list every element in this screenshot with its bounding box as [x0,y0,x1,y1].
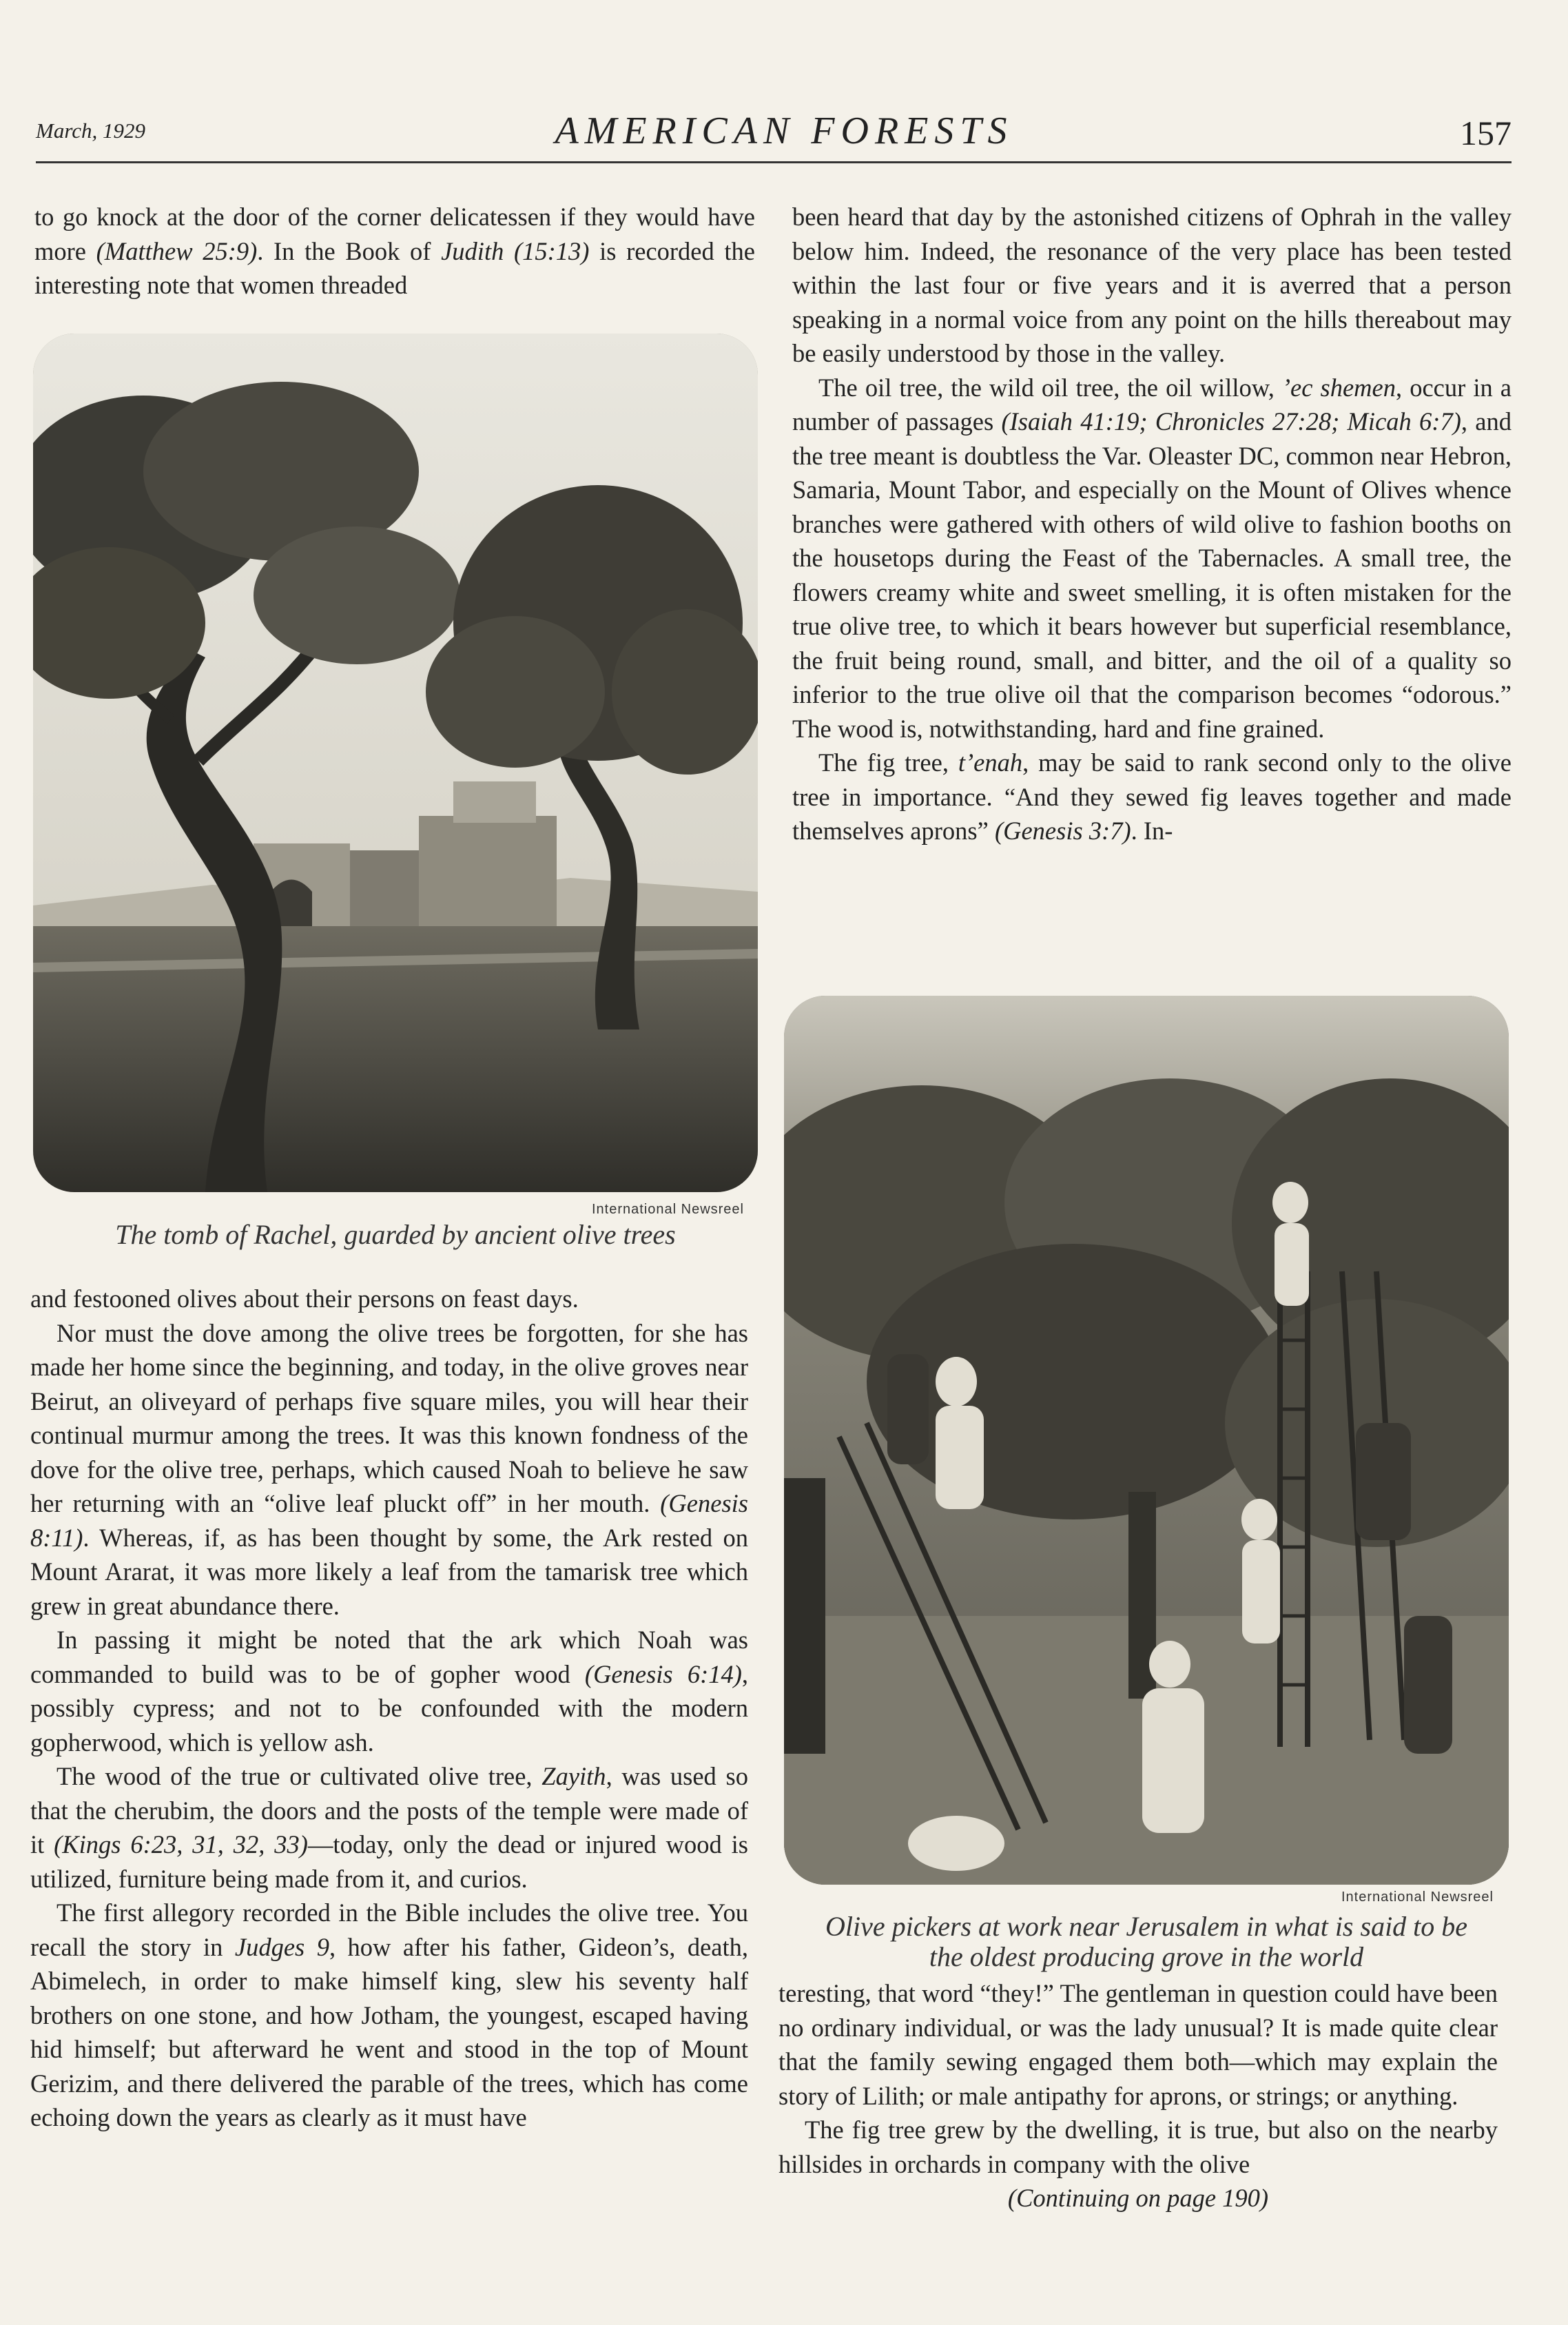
paragraph: The wood of the true or cultivated olive tree, Zayith, was used so that the cherubim, the doors and the posts of the temple were made of it (Kings 6:23, 31, 32, 33)—today, only the dead or injured wood is utilized, furniture being made from it, and curios. [30,1762,748,1893]
paragraph: teresting, that word “they!” The gentleman in question could have been no ordinary individual, or was the lady unusual? It is made quite clear that the family sewing engaged them both—which may explain the story of Lilith; or male antipathy for aprons, or strings; or anything. [778,1979,1498,2110]
page-number: 157 [1460,114,1512,152]
photo-olive-pickers [784,996,1509,1885]
paragraph: The fig tree grew by the dwelling, it is true, but also on the nearby hillsides in orchards in company with the olive [778,2116,1498,2178]
paragraph: to go knock at the door of the corner delicatessen if they would have more (Matthew 25:9). In the Book of Judith (15:13) is recorded the interesting note that women threaded [34,203,755,299]
photo-caption: The tomb of Rachel, guarded by ancient olive trees [115,1219,676,1250]
left-column-top [34,200,755,303]
left-column-bottom [30,1282,748,2135]
paragraph: and festooned olives about their persons on feast days. [30,1284,579,1313]
paragraph: been heard that day by the astonished citizens of Ophrah in the valley below him. Indeed, the resonance of the very place has been tested within the last four or five years and it is averred that a person speaking in a normal voice from any point on the hills thereabout may be easily understood by those in the valley. [792,203,1512,367]
paragraph: The fig tree, t’enah, may be said to rank second only to the olive tree in importance. “And they sewed fig leaves together and made themselves aprons” (Genesis 3:7). In- [792,748,1512,845]
continuation-note: (Continuing on page 190) [1007,2184,1269,2212]
header-rule [36,161,1512,163]
photo-credit: International Newsreel [592,1202,744,1217]
paragraph: In passing it might be noted that the ark which Noah was commanded to build was to be of gopher wood (Genesis 6:14), possibly cypress; and not to be confounded with the modern gopherwood, which is yellow ash. [30,1626,749,1756]
photo-credit: International Newsreel [1341,1889,1494,1905]
photo-caption-line: the oldest producing grove in the world [929,1941,1364,1972]
right-column-bottom [778,1976,1498,2215]
paragraph: The oil tree, the wild oil tree, the oil willow, ’ec shemen, occur in a number of passages (Isaiah 41:19; Chronicles 27:28; Micah 6:7), and the tree meant is doubtless the Var. Oleaster DC, common near Hebron, Samaria, Mount Tabor, and especially on the Mount of Olives whence branches were gathered with others of wild olive to fashion booths on the housetops during the Feast of the Tabernacles. A small tree, the flowers creamy white and sweet smelling, it is often mistaken for the true olive tree, to which it bears however but superficial resemblance, the fruit being round, small, and bitter, and the oil of a quality so inferior to the true olive oil that the comparison becomes “odorous.” The wood is, notwithstanding, hard and fine grained. [792,373,1512,743]
photo-tomb-of-rachel [33,334,758,1192]
paragraph: Nor must the dove among the olive trees be forgotten, for she has made her home since the beginning, and today, in the olive groves near Beirut, an oliveyard of perhaps five square miles, you will hear their continual murmur among the trees. It was this known fondness of the dove for the olive tree, perhaps, which caused Noah to believe he saw her returning with an “olive leaf pluckt off” in her mouth. (Genesis 8:11). Whereas, if, as has been thought by some, the Ark rested on Mount Ararat, it was more likely a leaf from the tamarisk tree which grew in great abundance there. [30,1318,748,1620]
photo-tomb-of-rachel-image [33,334,758,1192]
paragraph: The first allegory recorded in the Bible includes the olive tree. You recall the story in Judges 9, how after his father, Gideon’s, death, Abimelech, in order to make himself king, slew his seventy half brothers on one stone, and how Jotham, the youngest, escaped having hid himself; but afterward he went and stood in the top of Mount Gerizim, and there delivered the parable of the trees, which has come echoing down the years as clearly as it must have [30,1898,748,2131]
magazine-title: AMERICAN FORESTS [555,110,1013,152]
issue-date: March, 1929 [36,119,145,143]
photo-olive-pickers-image [784,996,1509,1885]
photo-caption [784,1912,1509,1972]
photo-caption-line: Olive pickers at work near Jerusalem in what is said to be [825,1911,1468,1942]
right-column-top [792,200,1512,848]
